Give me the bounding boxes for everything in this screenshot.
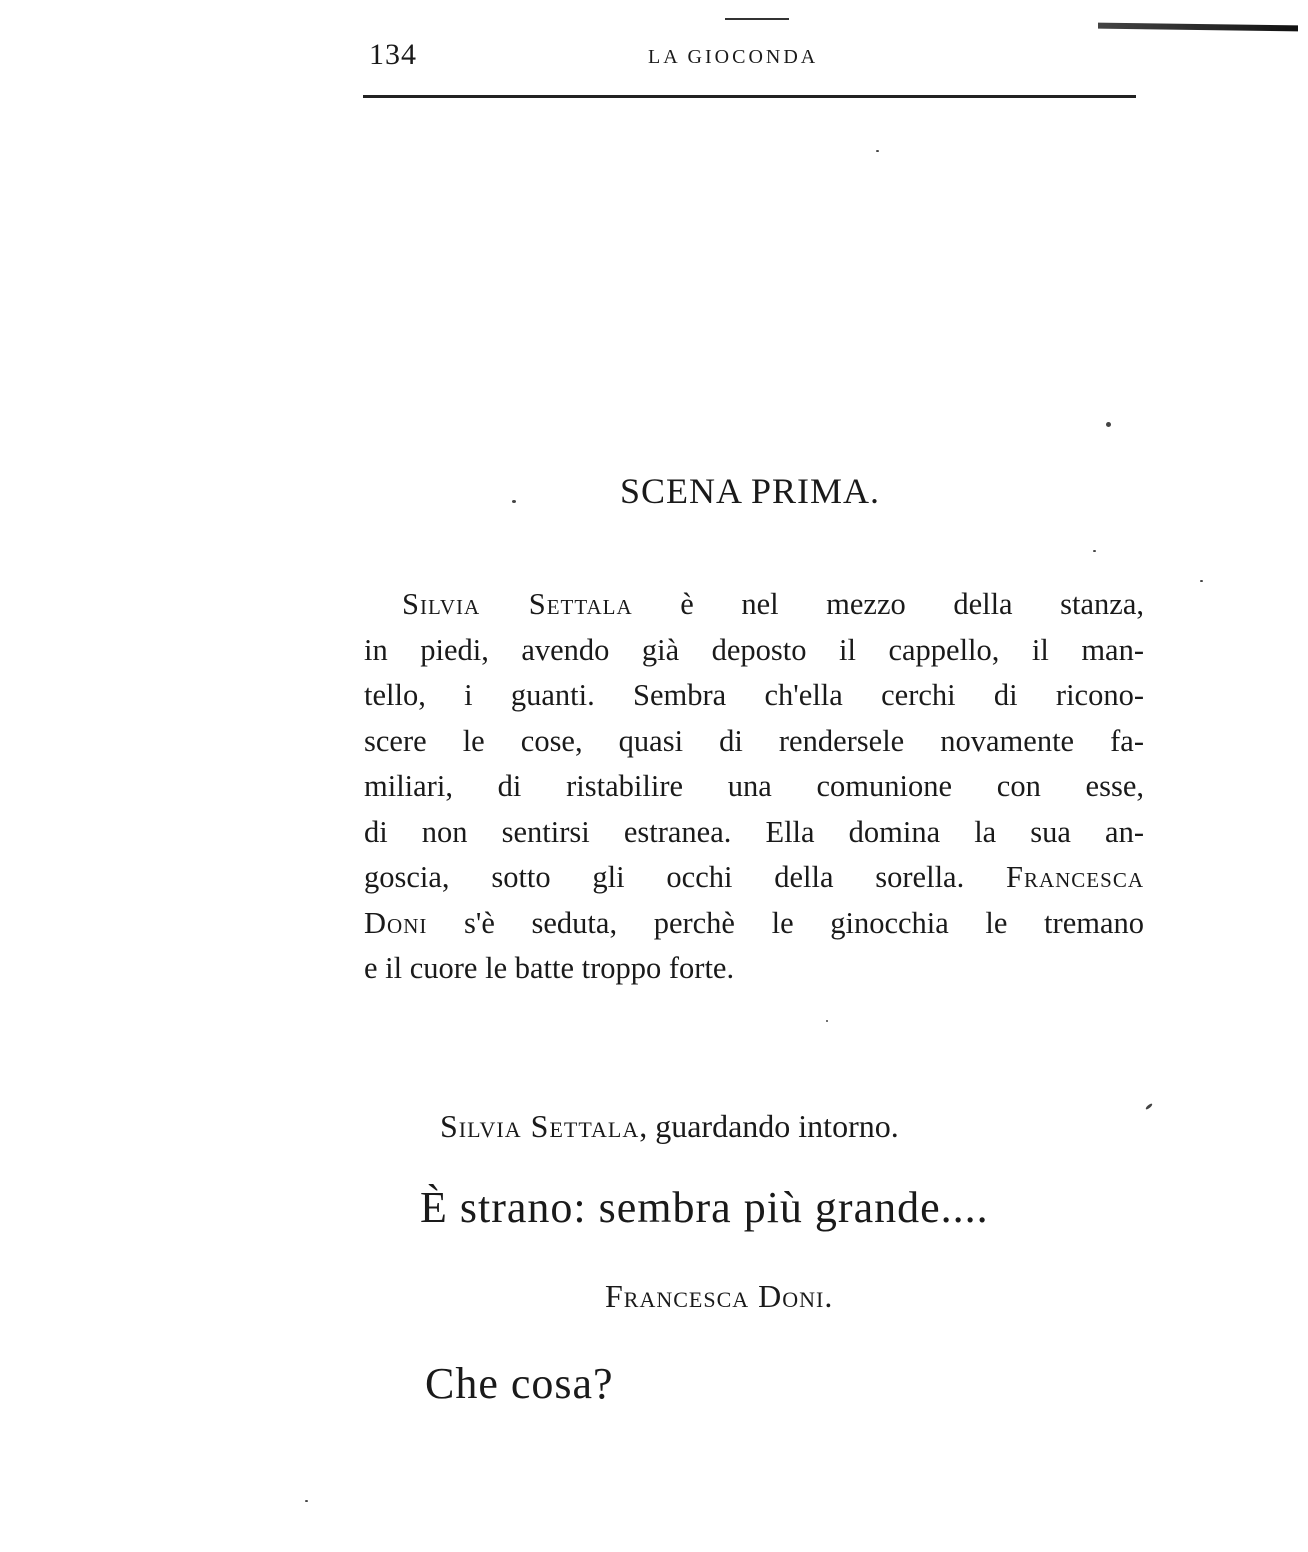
stage-direction-line: di non sentirsi estranea. Ella domina la sua an-	[364, 814, 1144, 849]
stage-direction-line: tello, i guanti. Sembra ch'ella cerchi di ricono-	[364, 678, 1144, 712]
stage-direction-text: è nel mezzo della stanza,	[632, 587, 1144, 621]
header-rule	[363, 95, 1136, 98]
paper-speck	[305, 1500, 308, 1502]
paper-speck	[1106, 422, 1111, 427]
dialogue-line: È strano: sembra più grande....	[420, 1183, 989, 1232]
paper-speck	[876, 150, 879, 152]
paper-speck	[512, 500, 516, 503]
stage-direction-text: goscia, sotto gli occhi della sorella.	[364, 860, 1006, 894]
character-name: Doni	[364, 905, 428, 940]
running-title: LA GIOCONDA	[648, 46, 819, 68]
stage-direction-line: in piedi, avendo già deposto il cappello, il man-	[364, 632, 1144, 667]
stage-direction-line: e il cuore le batte troppo forte.	[364, 951, 735, 985]
dialogue-line: Che cosa?	[425, 1359, 614, 1408]
speaker-name: Silvia Settala	[440, 1108, 640, 1144]
page-number: 134	[369, 38, 417, 71]
print-mark	[725, 18, 789, 20]
scan-edge-mark	[1098, 23, 1298, 32]
paper-speck	[826, 1020, 828, 1022]
speaker-heading	[440, 1108, 899, 1145]
paper-speck	[1093, 550, 1096, 552]
speaker-heading	[605, 1278, 833, 1315]
page-header	[365, 38, 1140, 78]
paper-speck	[1200, 580, 1203, 582]
character-name: Francesca	[1006, 860, 1144, 894]
character-name: Silvia Settala	[402, 587, 633, 621]
speaker-name: Francesca Doni.	[605, 1278, 834, 1314]
stage-direction-line	[364, 901, 1144, 947]
speaker-direction: , guardando intorno.	[639, 1108, 899, 1144]
stage-direction-line	[364, 582, 1144, 628]
scene-heading: SCENA PRIMA.	[619, 471, 881, 511]
stage-direction-line: scere le cose, quasi di rendersele novamente fa-	[364, 723, 1144, 758]
stage-direction-text: s'è seduta, perchè le ginocchia le tremano	[427, 905, 1144, 940]
stage-direction	[364, 582, 1144, 992]
stage-direction-line	[364, 855, 1144, 901]
paper-speck	[1145, 1103, 1153, 1110]
stage-direction-line: miliari, di ristabilire una comunione con esse,	[364, 769, 1144, 803]
